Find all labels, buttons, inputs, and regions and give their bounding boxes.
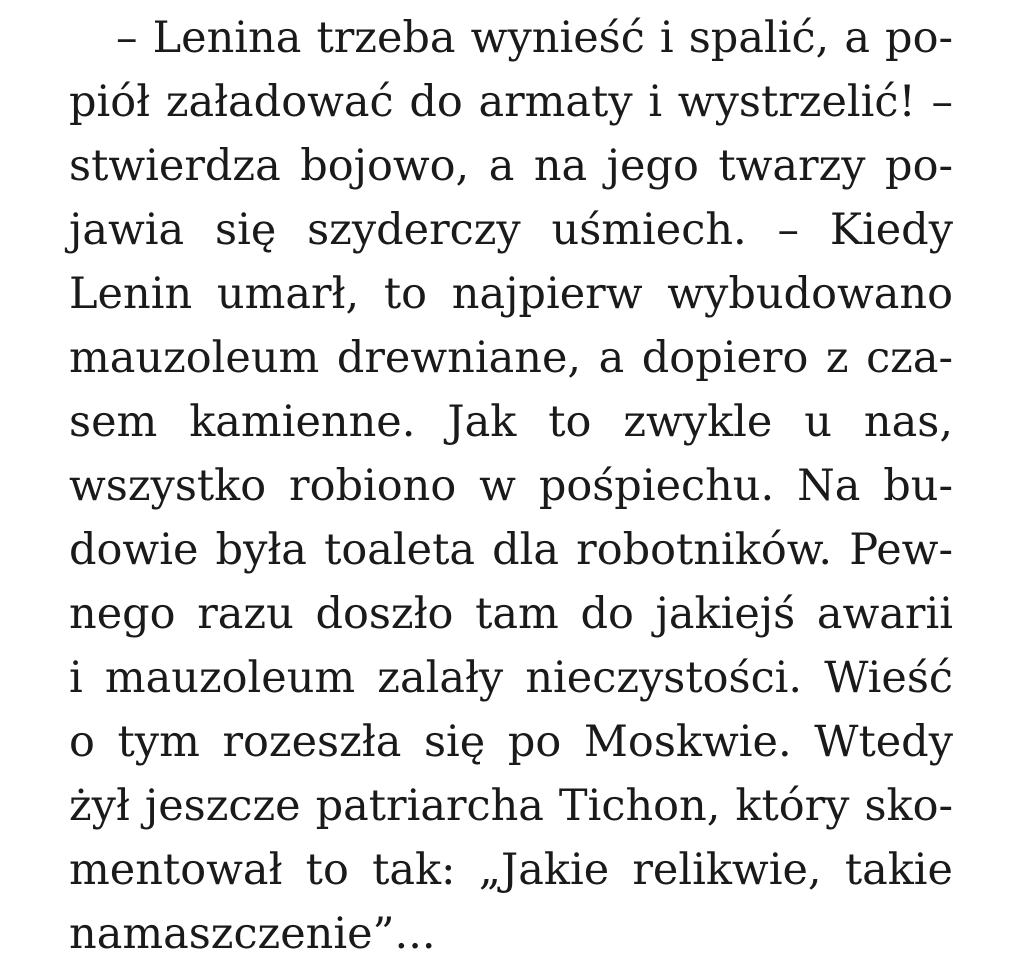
page [69, 0, 953, 957]
text-line: sem kamienne. Jak to zwykle u nas, [69, 397, 953, 447]
text-line: – Lenina trzeba wynieść i spalić, a po- [116, 13, 953, 63]
text-line: jawia się szyderczy uśmiech. – Kiedy [69, 205, 953, 255]
text-line: namaszczenie”... [69, 909, 436, 959]
text-line: i mauzoleum zalały nieczystości. Wieść [69, 653, 953, 703]
text-line: nego razu doszło tam do jakiejś awarii [69, 589, 953, 639]
text-line: żył jeszcze patriarcha Tichon, który sko- [69, 781, 953, 831]
text-line: piół załadować do armaty i wystrzelić! – [69, 77, 953, 127]
text-line: stwierdza bojowo, a na jego twarzy po- [69, 141, 953, 191]
text-line: mauzoleum drewniane, a dopiero z cza- [69, 333, 953, 383]
text-line: o tym rozeszła się po Moskwie. Wtedy [69, 717, 953, 767]
text-line: Lenin umarł, to najpierw wybudowano [69, 269, 953, 319]
text-line: wszystko robiono w pośpiechu. Na bu- [69, 461, 953, 511]
text-line: dowie była toaleta dla robotników. Pew- [69, 525, 953, 575]
text-line: mentował to tak: „Jakie relikwie, takie [69, 845, 953, 895]
